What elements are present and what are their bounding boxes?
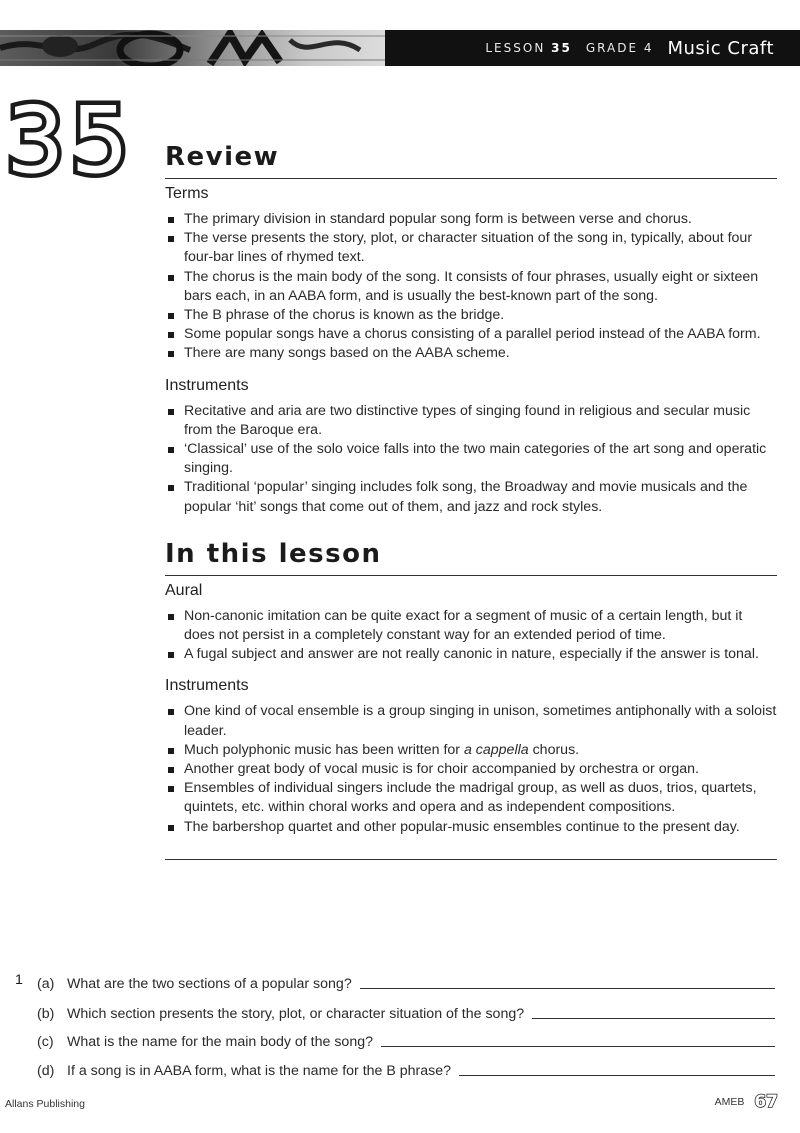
lesson-instruments-list [165, 702, 777, 836]
header-decorative-banner [0, 30, 385, 66]
a-cappella-term: a cappella [463, 741, 529, 758]
publisher: Allans Publishing [5, 1098, 85, 1110]
question-d [37, 1059, 775, 1079]
list-item: The verse presents the story, plot, or character situation of the song in, typically, about four four-bar lines of rhymed text. [165, 229, 777, 267]
question-letter: (b) [37, 1006, 55, 1022]
header-lesson: LESSON 35 [485, 41, 572, 55]
list-item: One kind of vocal ensemble is a group singing in unison, sometimes antiphonally with a soloist leader. [165, 702, 777, 740]
question-letter: (d) [37, 1063, 55, 1079]
terms-list [165, 210, 777, 364]
question-text: What is the name for the main body of the song? [67, 1034, 373, 1050]
question-number: 1 [15, 972, 23, 988]
brand: AMEB [714, 1096, 745, 1108]
terms-heading: Terms [165, 185, 209, 202]
list-item: The B phrase of the chorus is known as the bridge. [165, 306, 777, 325]
lesson-title: In this lesson [165, 535, 777, 576]
list-item: Ensembles of individual singers include the madrigal group, as well as duos, trios, quartets, quintets, etc. within choral works and opera and as independent compositions. [165, 779, 777, 817]
review-instruments-heading: Instruments [165, 376, 249, 394]
section-divider [165, 859, 777, 860]
header-title: Music Craft [667, 37, 774, 59]
page-header [0, 30, 800, 66]
list-item: Recitative and aria are two distinctive types of singing found in religious and secular music from the Baroque era. [165, 402, 777, 440]
question-text: What are the two sections of a popular song? [67, 976, 352, 992]
header-title-bar [385, 30, 800, 66]
question-letter: (a) [37, 976, 55, 992]
lesson-number: 35 [6, 87, 136, 194]
list-item: A fugal subject and answer are not really canonic in nature, especially if the answer is tonal. [165, 645, 777, 664]
list-item: Non-canonic imitation can be quite exact for a segment of music of a certain length, but it does not persist in a completely constant way for an extended period of time. [165, 607, 777, 645]
list-item: The primary division in standard popular song form is between verse and chorus. [165, 210, 777, 229]
question-a [37, 972, 775, 992]
list-item: Some popular songs have a chorus consisting of a parallel period instead of the AABA form. [165, 325, 777, 344]
question-b [37, 1002, 775, 1022]
list-item: The chorus is the main body of the song. It consists of four phrases, usually eight or sixteen bars each, in an AABA form, and is usually the best-known part of the song. [165, 268, 777, 306]
header-grade: GRADE 4 [585, 41, 654, 55]
list-item: There are many songs based on the AABA scheme. [165, 344, 777, 363]
list-item: Traditional ‘popular’ singing includes folk song, the Broadway and movie musicals and the popular ‘hit’ songs that come out of them, and jazz and rock styles. [165, 478, 777, 516]
question-letter: (c) [37, 1034, 54, 1050]
list-item: The barbershop quartet and other popular-music ensembles continue to the present day. [165, 818, 777, 837]
aural-list [165, 607, 777, 665]
review-title: Review [165, 138, 777, 179]
answer-line[interactable] [532, 1018, 775, 1019]
notation-collage-icon [0, 30, 385, 66]
question-text: Which section presents the story, plot, or character situation of the song? [67, 1006, 525, 1022]
main-content [165, 138, 777, 860]
answer-line[interactable] [360, 988, 775, 989]
lesson-instruments-heading: Instruments [165, 677, 249, 695]
answer-line[interactable] [459, 1075, 775, 1076]
answer-line[interactable] [381, 1046, 775, 1047]
list-item: Much polyphonic music has been written for a cappella chorus. [165, 741, 777, 760]
page-number: 67 [754, 1092, 778, 1112]
aural-heading: Aural [165, 581, 203, 599]
review-instruments-list [165, 402, 777, 517]
page-footer [715, 1092, 778, 1112]
question-text: If a song is in AABA form, what is the name for the B phrase? [67, 1063, 452, 1079]
question-c [37, 1030, 775, 1050]
list-item: ‘Classical’ use of the solo voice falls into the two main categories of the art song and operatic singing. [165, 440, 777, 478]
list-item: Another great body of vocal music is for choir accompanied by orchestra or organ. [165, 760, 777, 779]
